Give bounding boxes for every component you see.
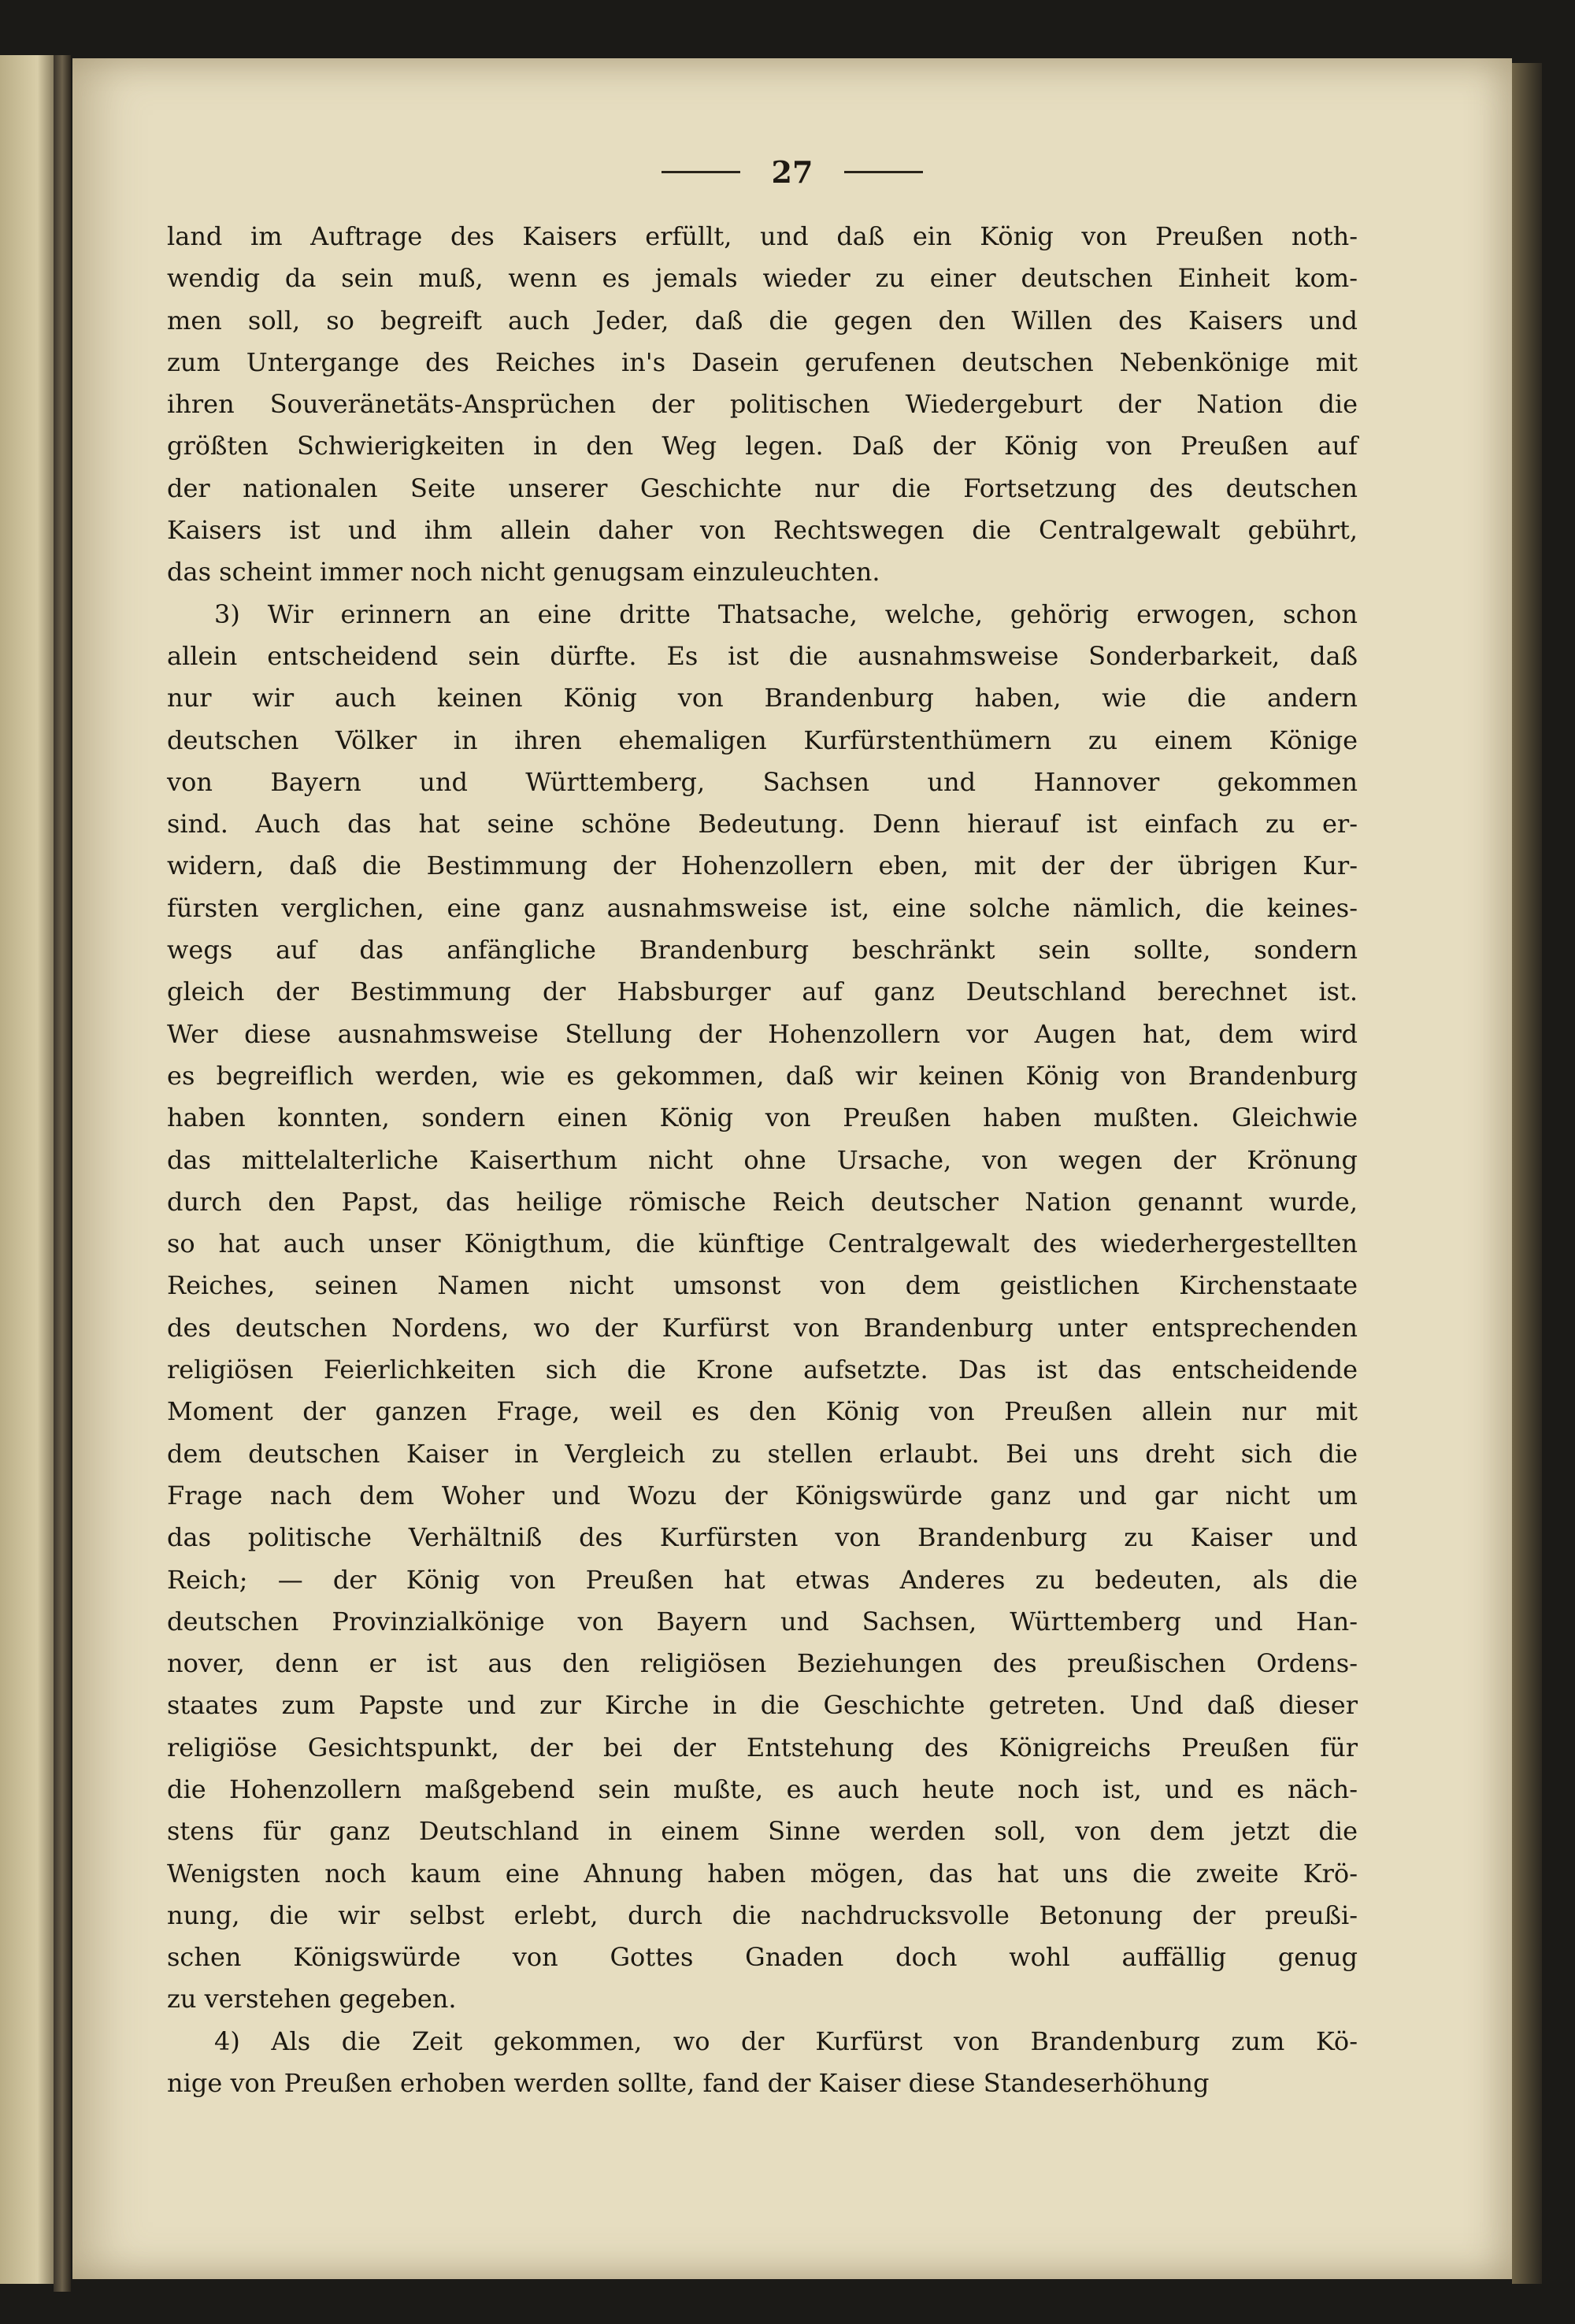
text-line: dem deutschen Kaiser in Vergleich zu stellen erlaubt. Bei uns dreht sich die	[167, 1438, 1358, 1469]
text-line: allein entscheidend sein dürfte. Es ist die ausnahmsweise Sonderbarkeit, daß	[167, 640, 1358, 671]
book-gutter	[54, 55, 71, 2292]
text-line: zum Untergange des Reiches in's Dasein gerufenen deutschen Nebenkönige mit	[167, 347, 1358, 377]
text-line: deutschen Völker in ihren ehemaligen Kurfürstenthümern zu einem Könige	[167, 725, 1358, 755]
text-line: Frage nach dem Woher und Wozu der Königswürde ganz und gar nicht um	[167, 1480, 1358, 1510]
text-line: widern, daß die Bestimmung der Hohenzollern eben, mit der der übrigen Kur-	[167, 851, 1358, 881]
text-line: wegs auf das anfängliche Brandenburg beschränkt sein sollte, sondern	[167, 935, 1358, 966]
header-rule-right	[844, 171, 923, 173]
text-line: 3) Wir erinnern an eine dritte Thatsache, welche, gehörig erwogen, schon	[214, 599, 1358, 629]
text-line: gleich der Bestimmung der Habsburger auf ganz Deutschland berechnet ist.	[167, 977, 1358, 1007]
text-line: die Hohenzollern maßgebend sein mußte, es auch heute noch ist, und es näch-	[167, 1774, 1358, 1804]
text-line: staates zum Papste und zur Kirche in die Geschichte getreten. Und daß dieser	[167, 1690, 1358, 1721]
text-line: nige von Preußen erhoben werden sollte, fand der Kaiser diese Standeserhöhung	[167, 2068, 1210, 2099]
text-line: das mittelalterliche Kaiserthum nicht ohne Ursache, von wegen der Krönung	[167, 1144, 1358, 1175]
text-line: religiösen Feierlichkeiten sich die Krone aufsetzte. Das ist das entscheidende	[167, 1355, 1358, 1385]
text-line: Wenigsten noch kaum eine Ahnung haben mögen, das hat uns die zweite Krö-	[167, 1858, 1358, 1888]
text-line: so hat auch unser Königthum, die künftige Centralgewalt des wiederhergestellten	[167, 1229, 1358, 1259]
text-line: ihren Souveränetäts-Ansprüchen der politischen Wiedergeburt der Nation die	[167, 389, 1358, 420]
text-line: fürsten verglichen, eine ganz ausnahmsweise ist, eine solche nämlich, die keines-	[167, 892, 1358, 923]
text-line: größten Schwierigkeiten in den Weg legen. Daß der König von Preußen auf	[167, 431, 1358, 461]
text-line: deutschen Provinzialkönige von Bayern und Sachsen, Württemberg und Han-	[167, 1606, 1358, 1636]
text-line: Moment der ganzen Frage, weil es den König von Preußen allein nur mit	[167, 1396, 1358, 1427]
text-line: nur wir auch keinen König von Brandenburg haben, wie die andern	[167, 683, 1358, 714]
text-line: Reich; — der König von Preußen hat etwas Anderes zu bedeuten, als die	[167, 1564, 1358, 1595]
text-line: land im Auftrage des Kaisers erfüllt, und daß ein König von Preußen noth-	[167, 221, 1358, 251]
text-line: religiöse Gesichtspunkt, der bei der Entstehung des Königreichs Preußen für	[167, 1732, 1358, 1762]
page-number: 27	[771, 154, 813, 190]
text-line: nover, denn er ist aus den religiösen Beziehungen des preußischen Ordens-	[167, 1648, 1358, 1679]
text-line: 4) Als die Zeit gekommen, wo der Kurfürst von Brandenburg zum Kö-	[214, 2026, 1358, 2056]
right-page-edge	[1512, 63, 1542, 2284]
text-line: stens für ganz Deutschland in einem Sinne werden soll, von dem jetzt die	[167, 1816, 1358, 1847]
text-line: der nationalen Seite unserer Geschichte nur die Fortsetzung des deutschen	[167, 473, 1358, 503]
text-line: wendig da sein muß, wenn es jemals wieder zu einer deutschen Einheit kom-	[167, 263, 1358, 294]
text-line: haben konnten, sondern einen König von Preußen haben mußten. Gleichwie	[167, 1103, 1358, 1133]
text-line: das politische Verhältniß des Kurfürsten von Brandenburg zu Kaiser und	[167, 1522, 1358, 1553]
text-line: das scheint immer noch nicht genugsam einzuleuchten.	[167, 557, 880, 587]
text-line: Kaisers ist und ihm allein daher von Rechtswegen die Centralgewalt gebührt,	[167, 515, 1358, 546]
text-line: durch den Papst, das heilige römische Reich deutscher Nation genannt wurde,	[167, 1186, 1358, 1217]
text-line: zu verstehen gegeben.	[167, 1984, 457, 2015]
body-text	[167, 216, 1358, 2104]
text-line: des deutschen Nordens, wo der Kurfürst von Brandenburg unter entsprechenden	[167, 1312, 1358, 1343]
text-line: sind. Auch das hat seine schöne Bedeutung. Denn hierauf ist einfach zu er-	[167, 809, 1358, 840]
text-line: Wer diese ausnahmsweise Stellung der Hohenzollern vor Augen hat, dem wird	[167, 1018, 1358, 1049]
text-line: es begreiflich werden, wie es gekommen, daß wir keinen König von Brandenburg	[167, 1060, 1358, 1091]
header-rule-left	[662, 171, 740, 173]
book-page	[72, 58, 1512, 2279]
page-header	[72, 154, 1512, 190]
text-line: men soll, so begreift auch Jeder, daß die gegen den Willen des Kaisers und	[167, 305, 1358, 335]
left-page-edge	[0, 55, 54, 2284]
text-line: von Bayern und Württemberg, Sachsen und Hannover gekommen	[167, 766, 1358, 797]
text-line: schen Königswürde von Gottes Gnaden doch wohl auffällig genug	[167, 1942, 1358, 1973]
text-line: Reiches, seinen Namen nicht umsonst von dem geistlichen Kirchenstaate	[167, 1270, 1358, 1301]
text-line: nung, die wir selbst erlebt, durch die nachdrucksvolle Betonung der preußi-	[167, 1900, 1358, 1930]
